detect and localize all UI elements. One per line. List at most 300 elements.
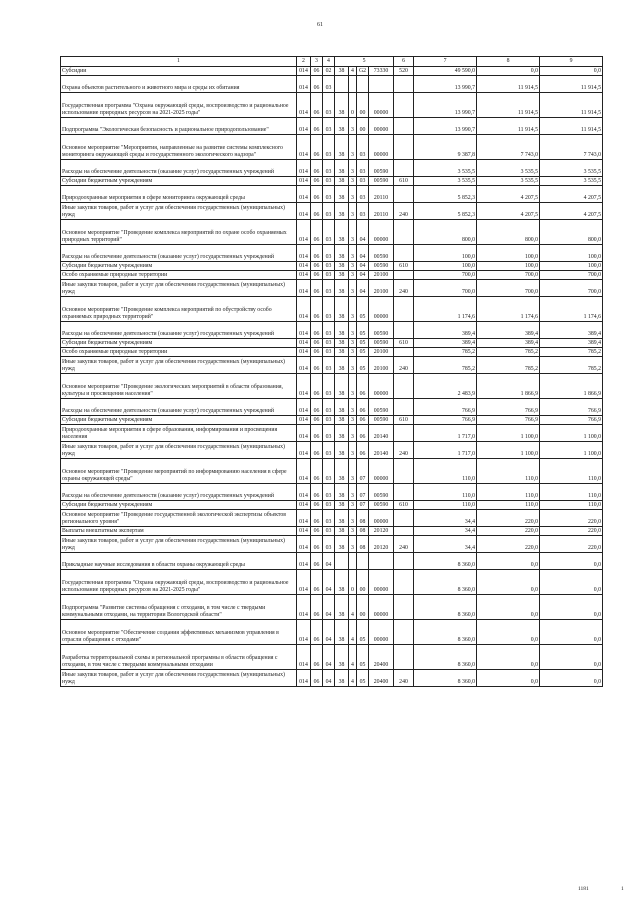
code-event: 04 bbox=[357, 271, 369, 280]
code-direction: 00000 bbox=[369, 570, 394, 595]
amount-col9: 785,2 bbox=[540, 348, 603, 357]
code-direction: 00000 bbox=[369, 595, 394, 620]
code-direction: 00000 bbox=[369, 220, 394, 245]
amount-col9: 785,2 bbox=[540, 357, 603, 374]
code-expense-type: 520 bbox=[394, 67, 414, 76]
row-title: Иные закупки товаров, работ и услуг для обеспечения государственных (муниципальных) нужд bbox=[61, 670, 297, 687]
table-row bbox=[61, 160, 603, 177]
code-program: 38 bbox=[335, 510, 349, 527]
code-ministry: 014 bbox=[297, 348, 311, 357]
amount-col8: 700,0 bbox=[477, 280, 540, 297]
code-event: 00 bbox=[357, 93, 369, 118]
code-subprogram bbox=[349, 553, 357, 570]
code-subprogram: 3 bbox=[349, 416, 357, 425]
amount-col7: 1 717,0 bbox=[414, 442, 477, 459]
row-title: Расходы на обеспечение деятельности (оказание услуг) государственных учреждений bbox=[61, 484, 297, 501]
code-direction bbox=[369, 76, 394, 93]
header-cell: 3 bbox=[311, 57, 323, 67]
amount-col8: 3 535,5 bbox=[477, 160, 540, 177]
code-event: 04 bbox=[357, 245, 369, 262]
row-title: Иные закупки товаров, работ и услуг для обеспечения государственных (муниципальных) нужд bbox=[61, 357, 297, 374]
code-section: 06 bbox=[311, 501, 323, 510]
code-event: 08 bbox=[357, 527, 369, 536]
row-title: Основное мероприятие "Проведение комплекса мероприятий по обустройству особо охраняемых природных территорий" bbox=[61, 297, 297, 322]
amount-col7: 785,2 bbox=[414, 348, 477, 357]
table-row bbox=[61, 501, 603, 510]
code-expense-type bbox=[394, 374, 414, 399]
code-direction: 00590 bbox=[369, 160, 394, 177]
amount-col7: 8 360,0 bbox=[414, 645, 477, 670]
code-subprogram: 4 bbox=[349, 595, 357, 620]
code-program: 38 bbox=[335, 220, 349, 245]
row-title: Субсидии бюджетным учреждениям bbox=[61, 262, 297, 271]
header-cell: 2 bbox=[297, 57, 311, 67]
code-ministry: 014 bbox=[297, 510, 311, 527]
amount-col9: 0,0 bbox=[540, 553, 603, 570]
code-program: 38 bbox=[335, 177, 349, 186]
amount-col8: 0,0 bbox=[477, 645, 540, 670]
code-subsection: 03 bbox=[323, 271, 335, 280]
row-title: Подпрограмма "Экологическая безопасность и рациональное природопользование" bbox=[61, 118, 297, 135]
code-expense-type bbox=[394, 322, 414, 339]
code-subsection: 03 bbox=[323, 118, 335, 135]
amount-col8: 220,0 bbox=[477, 510, 540, 527]
code-event: 00 bbox=[357, 570, 369, 595]
amount-col8: 4 207,5 bbox=[477, 186, 540, 203]
code-section: 06 bbox=[311, 374, 323, 399]
amount-col9: 766,9 bbox=[540, 399, 603, 416]
amount-col9: 389,4 bbox=[540, 322, 603, 339]
row-title: Иные закупки товаров, работ и услуг для обеспечения государственных (муниципальных) нужд bbox=[61, 203, 297, 220]
code-subsection: 03 bbox=[323, 339, 335, 348]
code-section: 06 bbox=[311, 442, 323, 459]
amount-col9: 0,0 bbox=[540, 595, 603, 620]
amount-col7: 100,0 bbox=[414, 245, 477, 262]
amount-col7: 34,4 bbox=[414, 527, 477, 536]
row-title: Особо охраняемые природные территории bbox=[61, 271, 297, 280]
code-direction: 20110 bbox=[369, 186, 394, 203]
amount-col8: 0,0 bbox=[477, 553, 540, 570]
row-title: Природоохранные мероприятия в сфере образования, информирования и просвещения населения bbox=[61, 425, 297, 442]
amount-col9: 4 207,5 bbox=[540, 203, 603, 220]
code-direction: 00590 bbox=[369, 262, 394, 271]
amount-col7: 9 387,8 bbox=[414, 135, 477, 160]
code-ministry: 014 bbox=[297, 280, 311, 297]
code-subsection: 03 bbox=[323, 280, 335, 297]
code-subsection: 03 bbox=[323, 135, 335, 160]
row-title: Прикладные научные исследования в области охраны окружающей среды bbox=[61, 553, 297, 570]
amount-col8: 785,2 bbox=[477, 348, 540, 357]
code-subprogram: 3 bbox=[349, 527, 357, 536]
code-section: 06 bbox=[311, 118, 323, 135]
code-ministry: 014 bbox=[297, 177, 311, 186]
code-subprogram: 3 bbox=[349, 399, 357, 416]
code-subprogram: 0 bbox=[349, 93, 357, 118]
code-subprogram: 3 bbox=[349, 135, 357, 160]
amount-col9: 389,4 bbox=[540, 339, 603, 348]
amount-col8: 0,0 bbox=[477, 595, 540, 620]
amount-col7: 3 535,5 bbox=[414, 160, 477, 177]
row-title: Охрана объектов растительного и животного мира и среды их обитания bbox=[61, 76, 297, 93]
code-program: 38 bbox=[335, 442, 349, 459]
code-expense-type bbox=[394, 186, 414, 203]
amount-col9: 220,0 bbox=[540, 536, 603, 553]
code-subsection: 03 bbox=[323, 76, 335, 93]
code-event: 03 bbox=[357, 177, 369, 186]
code-expense-type bbox=[394, 348, 414, 357]
code-section: 06 bbox=[311, 135, 323, 160]
code-section: 06 bbox=[311, 357, 323, 374]
code-subprogram: 3 bbox=[349, 510, 357, 527]
code-program: 38 bbox=[335, 135, 349, 160]
code-section: 06 bbox=[311, 553, 323, 570]
amount-col7: 100,0 bbox=[414, 262, 477, 271]
amount-col7: 110,0 bbox=[414, 501, 477, 510]
code-subsection: 03 bbox=[323, 527, 335, 536]
code-subsection: 04 bbox=[323, 645, 335, 670]
table-row bbox=[61, 399, 603, 416]
amount-col8: 0,0 bbox=[477, 67, 540, 76]
code-event: 05 bbox=[357, 339, 369, 348]
code-program: 38 bbox=[335, 501, 349, 510]
code-event: 05 bbox=[357, 645, 369, 670]
code-expense-type: 240 bbox=[394, 280, 414, 297]
amount-col8: 766,9 bbox=[477, 399, 540, 416]
code-direction: 00590 bbox=[369, 484, 394, 501]
amount-col7: 8 360,0 bbox=[414, 570, 477, 595]
row-title: Иные закупки товаров, работ и услуг для обеспечения государственных (муниципальных) нужд bbox=[61, 536, 297, 553]
header-cell: 7 bbox=[414, 57, 477, 67]
code-expense-type bbox=[394, 425, 414, 442]
code-section: 06 bbox=[311, 203, 323, 220]
code-event: 04 bbox=[357, 220, 369, 245]
code-event: 00 bbox=[357, 595, 369, 620]
amount-col8: 7 743,0 bbox=[477, 135, 540, 160]
code-section: 06 bbox=[311, 186, 323, 203]
code-subprogram: 3 bbox=[349, 322, 357, 339]
code-event: 07 bbox=[357, 484, 369, 501]
code-event: 04 bbox=[357, 280, 369, 297]
code-program: 38 bbox=[335, 527, 349, 536]
code-subsection: 03 bbox=[323, 177, 335, 186]
amount-col7: 800,0 bbox=[414, 220, 477, 245]
code-ministry: 014 bbox=[297, 527, 311, 536]
code-event: 04 bbox=[357, 262, 369, 271]
code-program: 38 bbox=[335, 280, 349, 297]
code-ministry: 014 bbox=[297, 245, 311, 262]
code-expense-type: 610 bbox=[394, 501, 414, 510]
amount-col7: 8 360,0 bbox=[414, 670, 477, 687]
code-expense-type bbox=[394, 76, 414, 93]
code-subprogram: 3 bbox=[349, 245, 357, 262]
code-event: 05 bbox=[357, 322, 369, 339]
code-subsection: 03 bbox=[323, 416, 335, 425]
code-direction: 00000 bbox=[369, 374, 394, 399]
code-expense-type bbox=[394, 93, 414, 118]
amount-col8: 220,0 bbox=[477, 536, 540, 553]
amount-col9: 0,0 bbox=[540, 620, 603, 645]
code-expense-type bbox=[394, 118, 414, 135]
row-title: Субсидии бюджетным учреждениям bbox=[61, 501, 297, 510]
code-section: 06 bbox=[311, 160, 323, 177]
code-event: G2 bbox=[357, 67, 369, 76]
code-ministry: 014 bbox=[297, 67, 311, 76]
code-expense-type bbox=[394, 297, 414, 322]
row-title: Подпрограмма "Развитие системы обращения с отходами, в том числе с твердыми коммунальными отходами, на территории Вологодской области" bbox=[61, 595, 297, 620]
code-subprogram: 4 bbox=[349, 620, 357, 645]
code-ministry: 014 bbox=[297, 501, 311, 510]
code-program: 38 bbox=[335, 297, 349, 322]
code-subprogram: 3 bbox=[349, 484, 357, 501]
row-title: Основное мероприятие "Мероприятия, направленные на развитие системы комплексного мониторинга окружающей среды и государственного экологического надзора" bbox=[61, 135, 297, 160]
code-subprogram: 3 bbox=[349, 220, 357, 245]
code-subsection: 04 bbox=[323, 553, 335, 570]
code-event bbox=[357, 553, 369, 570]
amount-col9: 11 914,5 bbox=[540, 118, 603, 135]
amount-col8: 110,0 bbox=[477, 459, 540, 484]
code-ministry: 014 bbox=[297, 416, 311, 425]
amount-col9: 766,9 bbox=[540, 416, 603, 425]
row-title: Субсидии бюджетным учреждениям bbox=[61, 177, 297, 186]
table-row bbox=[61, 135, 603, 160]
code-subsection: 04 bbox=[323, 670, 335, 687]
code-direction: 00590 bbox=[369, 177, 394, 186]
code-ministry: 014 bbox=[297, 374, 311, 399]
amount-col9: 700,0 bbox=[540, 271, 603, 280]
code-section: 06 bbox=[311, 527, 323, 536]
code-program: 38 bbox=[335, 374, 349, 399]
table-row bbox=[61, 262, 603, 271]
code-event: 05 bbox=[357, 348, 369, 357]
code-ministry: 014 bbox=[297, 135, 311, 160]
code-section: 06 bbox=[311, 484, 323, 501]
code-program: 38 bbox=[335, 203, 349, 220]
code-section: 06 bbox=[311, 280, 323, 297]
amount-col9: 7 743,0 bbox=[540, 135, 603, 160]
code-expense-type bbox=[394, 553, 414, 570]
footer-code: 1181 bbox=[578, 886, 589, 892]
code-direction bbox=[369, 553, 394, 570]
code-ministry: 014 bbox=[297, 271, 311, 280]
code-direction: 00000 bbox=[369, 510, 394, 527]
amount-col9: 220,0 bbox=[540, 527, 603, 536]
amount-col9: 110,0 bbox=[540, 501, 603, 510]
code-ministry: 014 bbox=[297, 76, 311, 93]
code-subprogram: 0 bbox=[349, 570, 357, 595]
code-subsection: 03 bbox=[323, 245, 335, 262]
amount-col8: 800,0 bbox=[477, 220, 540, 245]
code-expense-type bbox=[394, 527, 414, 536]
code-program: 38 bbox=[335, 186, 349, 203]
code-section: 06 bbox=[311, 67, 323, 76]
amount-col8: 389,4 bbox=[477, 322, 540, 339]
code-program: 38 bbox=[335, 339, 349, 348]
row-title: Субсидии бюджетным учреждениям bbox=[61, 416, 297, 425]
amount-col9: 800,0 bbox=[540, 220, 603, 245]
code-expense-type: 610 bbox=[394, 339, 414, 348]
code-program: 38 bbox=[335, 570, 349, 595]
code-program: 38 bbox=[335, 118, 349, 135]
amount-col9: 1 100,0 bbox=[540, 425, 603, 442]
table-row bbox=[61, 271, 603, 280]
code-section: 06 bbox=[311, 595, 323, 620]
amount-col8: 4 207,5 bbox=[477, 203, 540, 220]
code-program: 38 bbox=[335, 484, 349, 501]
code-expense-type: 240 bbox=[394, 357, 414, 374]
row-title: Иные закупки товаров, работ и услуг для обеспечения государственных (муниципальных) нужд bbox=[61, 280, 297, 297]
code-direction: 00000 bbox=[369, 620, 394, 645]
amount-col8: 389,4 bbox=[477, 339, 540, 348]
table-row bbox=[61, 76, 603, 93]
amount-col7: 8 360,0 bbox=[414, 620, 477, 645]
amount-col9: 11 914,5 bbox=[540, 76, 603, 93]
code-program: 38 bbox=[335, 399, 349, 416]
code-event: 06 bbox=[357, 416, 369, 425]
row-title: Особо охраняемые природные территории bbox=[61, 348, 297, 357]
amount-col9: 220,0 bbox=[540, 510, 603, 527]
code-direction: 20140 bbox=[369, 442, 394, 459]
code-expense-type bbox=[394, 245, 414, 262]
amount-col7: 700,0 bbox=[414, 280, 477, 297]
code-direction: 00000 bbox=[369, 118, 394, 135]
amount-col7: 3 535,5 bbox=[414, 177, 477, 186]
code-program bbox=[335, 553, 349, 570]
code-event: 05 bbox=[357, 670, 369, 687]
code-subprogram: 3 bbox=[349, 348, 357, 357]
code-ministry: 014 bbox=[297, 118, 311, 135]
table-row bbox=[61, 595, 603, 620]
code-ministry: 014 bbox=[297, 553, 311, 570]
row-title: Основное мероприятие "Проведение экологических мероприятий в области образования, культуры и просвещения населения" bbox=[61, 374, 297, 399]
table-row bbox=[61, 374, 603, 399]
amount-col9: 110,0 bbox=[540, 459, 603, 484]
amount-col7: 8 360,0 bbox=[414, 595, 477, 620]
code-event bbox=[357, 76, 369, 93]
code-subsection: 03 bbox=[323, 160, 335, 177]
amount-col9: 100,0 bbox=[540, 262, 603, 271]
code-ministry: 014 bbox=[297, 322, 311, 339]
code-subprogram: 4 bbox=[349, 645, 357, 670]
code-section: 06 bbox=[311, 339, 323, 348]
amount-col7: 110,0 bbox=[414, 484, 477, 501]
code-section: 06 bbox=[311, 76, 323, 93]
code-expense-type: 610 bbox=[394, 262, 414, 271]
row-title: Расходы на обеспечение деятельности (оказание услуг) государственных учреждений bbox=[61, 245, 297, 262]
code-expense-type bbox=[394, 459, 414, 484]
code-event: 08 bbox=[357, 536, 369, 553]
code-ministry: 014 bbox=[297, 484, 311, 501]
code-expense-type bbox=[394, 595, 414, 620]
code-direction: 20100 bbox=[369, 348, 394, 357]
code-direction: 00590 bbox=[369, 245, 394, 262]
amount-col7: 2 483,9 bbox=[414, 374, 477, 399]
code-subsection: 03 bbox=[323, 536, 335, 553]
code-section: 06 bbox=[311, 570, 323, 595]
amount-col7: 389,4 bbox=[414, 322, 477, 339]
code-subsection: 03 bbox=[323, 501, 335, 510]
code-program: 38 bbox=[335, 670, 349, 687]
amount-col8: 220,0 bbox=[477, 527, 540, 536]
code-subsection: 03 bbox=[323, 425, 335, 442]
amount-col8: 0,0 bbox=[477, 570, 540, 595]
code-ministry: 014 bbox=[297, 570, 311, 595]
page-number: 61 bbox=[317, 22, 323, 28]
table-row bbox=[61, 322, 603, 339]
code-direction: 00590 bbox=[369, 416, 394, 425]
table-row bbox=[61, 570, 603, 595]
code-direction: 20110 bbox=[369, 203, 394, 220]
code-event: 03 bbox=[357, 203, 369, 220]
amount-col8: 766,9 bbox=[477, 416, 540, 425]
table-row bbox=[61, 186, 603, 203]
row-title: Основное мероприятие "Проведение мероприятий по информированию населения в сфере охраны окружающей среды" bbox=[61, 459, 297, 484]
header-cell: 1 bbox=[61, 57, 297, 67]
row-title: Государственная программа "Охрана окружающей среды, воспроизводство и рациональное использование природных ресурсов на 2021-2025 годы" bbox=[61, 93, 297, 118]
code-section: 06 bbox=[311, 645, 323, 670]
table-row bbox=[61, 67, 603, 76]
code-subsection: 03 bbox=[323, 322, 335, 339]
amount-col8: 1 100,0 bbox=[477, 425, 540, 442]
amount-col9: 0,0 bbox=[540, 645, 603, 670]
code-ministry: 014 bbox=[297, 93, 311, 118]
code-expense-type bbox=[394, 271, 414, 280]
code-section: 06 bbox=[311, 177, 323, 186]
code-subsection: 03 bbox=[323, 220, 335, 245]
code-event: 05 bbox=[357, 297, 369, 322]
code-subsection: 03 bbox=[323, 203, 335, 220]
code-ministry: 014 bbox=[297, 339, 311, 348]
code-program: 38 bbox=[335, 459, 349, 484]
table-row bbox=[61, 645, 603, 670]
row-title: Природоохранные мероприятия в сфере мониторинга окружающей среды bbox=[61, 186, 297, 203]
code-ministry: 014 bbox=[297, 459, 311, 484]
row-title: Государственная программа "Охрана окружающей среды, воспроизводство и рациональное использование природных ресурсов на 2021-2025 годы" bbox=[61, 570, 297, 595]
code-subsection: 03 bbox=[323, 399, 335, 416]
code-program: 38 bbox=[335, 595, 349, 620]
code-ministry: 014 bbox=[297, 186, 311, 203]
code-ministry: 014 bbox=[297, 536, 311, 553]
code-direction: 00590 bbox=[369, 322, 394, 339]
code-program: 38 bbox=[335, 536, 349, 553]
amount-col8: 1 100,0 bbox=[477, 442, 540, 459]
header-cell: 8 bbox=[477, 57, 540, 67]
table-row bbox=[61, 527, 603, 536]
table-row bbox=[61, 620, 603, 645]
code-subsection: 04 bbox=[323, 570, 335, 595]
header-row bbox=[61, 57, 603, 67]
header-cell: 6 bbox=[394, 57, 414, 67]
table-row bbox=[61, 348, 603, 357]
row-title: Основное мероприятие "Проведение государственной экологической экспертизы объектов регионального уровня" bbox=[61, 510, 297, 527]
code-program: 38 bbox=[335, 262, 349, 271]
amount-col7: 13 990,7 bbox=[414, 76, 477, 93]
code-event: 07 bbox=[357, 459, 369, 484]
code-program: 38 bbox=[335, 620, 349, 645]
code-section: 06 bbox=[311, 271, 323, 280]
row-title: Расходы на обеспечение деятельности (оказание услуг) государственных учреждений bbox=[61, 322, 297, 339]
code-event: 03 bbox=[357, 186, 369, 203]
code-program: 38 bbox=[335, 160, 349, 177]
footer-page-mark: 1 bbox=[621, 886, 624, 892]
code-ministry: 014 bbox=[297, 297, 311, 322]
code-program: 38 bbox=[335, 357, 349, 374]
code-ministry: 014 bbox=[297, 645, 311, 670]
amount-col8: 11 914,5 bbox=[477, 118, 540, 135]
code-direction: 20100 bbox=[369, 280, 394, 297]
code-program: 38 bbox=[335, 67, 349, 76]
code-subprogram: 3 bbox=[349, 501, 357, 510]
amount-col7: 34,4 bbox=[414, 536, 477, 553]
